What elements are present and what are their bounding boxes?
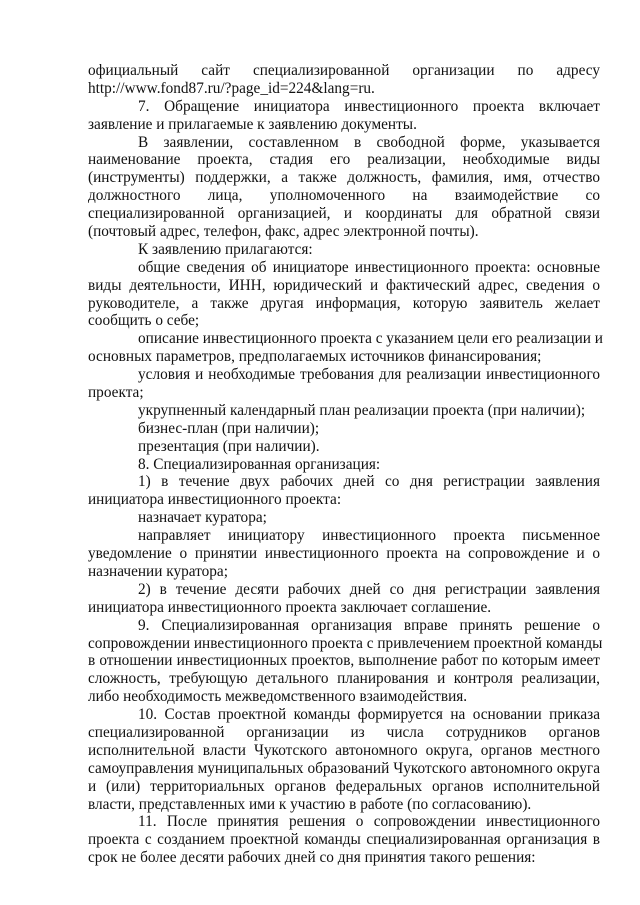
text-line: специализированной организации из числа сотрудников органов	[88, 723, 600, 741]
text-line: специализированной организацией, и координаты для обратной связи	[88, 205, 600, 223]
text-line: проекта с созданием проектной команды специализированная организация в	[88, 831, 600, 849]
text-line: власти, представленных ими к участию в работе (по согласованию).	[88, 795, 532, 813]
text-line: сопровождении инвестиционного проекта с привлечением проектной команды	[88, 634, 603, 652]
text-line: бизнес-план (при наличии);	[138, 419, 320, 437]
text-line: 2) в течение десяти рабочих дней со дня регистрации заявления	[138, 580, 600, 598]
text-line: http://www.fond87.ru/?page_id=224&lang=ru.	[88, 79, 375, 97]
text-line: инициатора инвестиционного проекта:	[88, 491, 342, 509]
text-line: официальный сайт специализированной организации по адресу	[88, 62, 600, 79]
text-line: 11. После принятия решения о сопровождении инвестиционного	[138, 813, 600, 831]
text-line: основных параметров, предполагаемых источников финансирования;	[88, 348, 542, 366]
text-line: должностного лица, уполномоченного на взаимодействие со	[88, 187, 600, 205]
text-line: общие сведения об инициаторе инвестиционного проекта: основные	[138, 258, 600, 276]
text-line: условия и необходимые требования для реализации инвестиционного	[138, 366, 600, 384]
text-line: и (или) территориальных органов федеральных органов исполнительной	[88, 777, 600, 795]
text-line: описание инвестиционного проекта с указанием цели его реализации и	[138, 330, 603, 348]
text-line: в отношении инвестиционных проектов, выполнение работ по которым имеет	[88, 652, 600, 670]
text-line: презентация (при наличии).	[138, 437, 320, 455]
text-line: уведомление о принятии инвестиционного проекта на сопровождение и о	[88, 545, 600, 563]
text-line: (инструменты) поддержки, а также должность, фамилия, имя, отчество	[88, 169, 600, 187]
document-page	[88, 62, 603, 867]
text-line: самоуправления муниципальных образований Чукотского автономного округа	[88, 759, 600, 777]
text-line: К заявлению прилагаются:	[138, 240, 313, 258]
text-line: направляет инициатору инвестиционного проекта письменное	[138, 527, 600, 545]
text-line: 10. Состав проектной команды формируется на основании приказа	[138, 706, 600, 724]
text-line: заявление и прилагаемые к заявлению документы.	[88, 115, 417, 133]
text-line: сложность, требующую детального планирования и контроля реализации,	[88, 670, 600, 688]
text-line: руководителе, а также другая информация, которую заявитель желает	[88, 294, 600, 312]
text-line: либо необходимость межведомственного взаимодействия.	[88, 688, 468, 706]
text-line: наименование проекта, стадия его реализации, необходимые виды	[88, 151, 600, 169]
text-line: назначении куратора;	[88, 562, 228, 580]
text-line: проекта;	[88, 384, 144, 402]
text-line: 1) в течение двух рабочих дней со дня регистрации заявления	[138, 473, 600, 491]
text-line: назначает куратора;	[138, 509, 267, 527]
text-line: инициатора инвестиционного проекта заключает соглашение.	[88, 598, 492, 616]
text-line: (почтовый адрес, телефон, факс, адрес электронной почты).	[88, 223, 479, 241]
text-line: сообщить о себе;	[88, 312, 200, 330]
text-line: виды деятельности, ИНН, юридический и фактический адрес, сведения о	[88, 276, 600, 294]
text-line: укрупненный календарный план реализации проекта (при наличии);	[138, 401, 586, 419]
text-line: исполнительной власти Чукотского автономного округа, органов местного	[88, 741, 600, 759]
text-line: 8. Специализированная организация:	[138, 455, 381, 473]
text-line: срок не более десяти рабочих дней со дня принятия такого решения:	[88, 849, 536, 867]
text-line: 9. Специализированная организация вправе принять решение о	[138, 616, 600, 634]
text-line: 7. Обращение инициатора инвестиционного проекта включает	[138, 97, 600, 115]
text-line: В заявлении, составленном в свободной форме, указывается	[138, 133, 600, 151]
